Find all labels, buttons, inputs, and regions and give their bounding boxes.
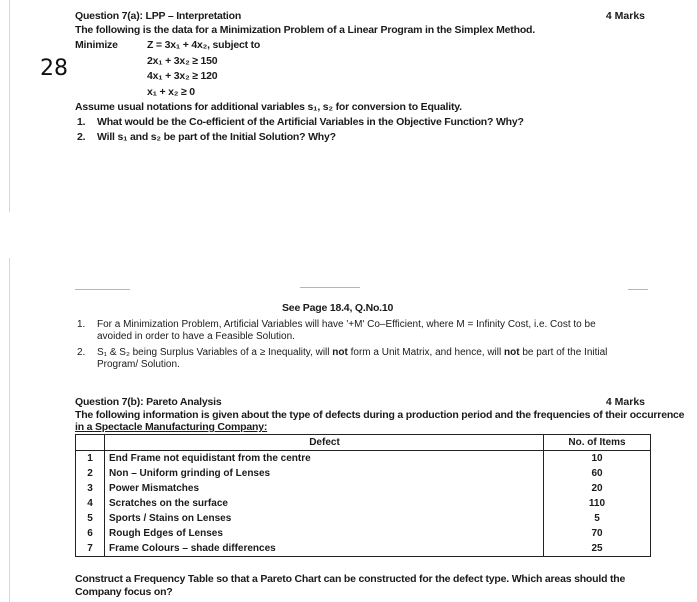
- defect-name: End Frame not equidistant from the centre: [105, 451, 544, 467]
- row-number: 4: [76, 496, 105, 511]
- defect-count: 60: [544, 466, 651, 481]
- see-page-reference: See Page 18.4, Q.No.10: [282, 302, 394, 314]
- page-number: 28: [40, 56, 68, 81]
- q7b-intro: in a Spectacle Manufacturing Company:: [75, 421, 268, 433]
- emphasis-not: not: [504, 347, 520, 358]
- defect-name: Scratches on the surface: [105, 496, 544, 511]
- defect-count: 110: [544, 496, 651, 511]
- answer-number: 2.: [77, 347, 86, 358]
- minimize-label: Minimize: [75, 39, 118, 51]
- objective-function: Z = 3x₁ + 4x₂, subject to: [147, 39, 261, 51]
- answer-text-part: S₁ & S₂ being Surplus Variables of a ≥ Inequality, will: [97, 347, 333, 358]
- separator-rule: [75, 289, 130, 290]
- separator-rule: [628, 289, 648, 290]
- table-row: [76, 451, 651, 467]
- assumption-text: Assume usual notations for additional variables s₁, s₂ for conversion to Equality.: [75, 101, 462, 113]
- defect-name: Rough Edges of Lenses: [105, 526, 544, 541]
- question-number: 1.: [77, 116, 86, 128]
- table-row: [76, 481, 651, 496]
- constraint-3: x₁ + x₂ ≥ 0: [147, 86, 195, 98]
- table-row: [76, 466, 651, 481]
- defect-name: Sports / Stains on Lenses: [105, 511, 544, 526]
- answer-number: 1.: [77, 319, 86, 330]
- table-row: [76, 541, 651, 557]
- defect-name: Non – Uniform grinding of Lenses: [105, 466, 544, 481]
- row-number: 6: [76, 526, 105, 541]
- q7a-intro: The following is the data for a Minimization Problem of a Linear Program in the Simplex Method.: [75, 24, 535, 36]
- header-defect: Defect: [105, 435, 544, 451]
- separator-rule: [300, 287, 360, 288]
- answer-text: avoided in order to have a Feasible Solution.: [97, 331, 295, 342]
- q7b-task: Construct a Frequency Table so that a Pareto Chart can be constructed for the defect type. Which areas should the: [75, 573, 626, 585]
- q7a-marks: 4 Marks: [605, 10, 645, 22]
- defect-count: 70: [544, 526, 651, 541]
- q7b-intro: The following information is given about the type of defects during a production period and the frequencies of their occurrence: [75, 409, 685, 421]
- row-number: 7: [76, 541, 105, 557]
- constraint-2: 4x₁ + 3x₂ ≥ 120: [147, 70, 218, 82]
- answer-text-part: form a Unit Matrix, and hence, will: [347, 347, 504, 358]
- row-number: 1: [76, 451, 105, 467]
- row-number: 3: [76, 481, 105, 496]
- left-margin-line: [9, 258, 10, 602]
- question-text: Will s₁ and s₂ be part of the Initial Solution? Why?: [97, 131, 336, 143]
- defect-name: Frame Colours – shade differences: [105, 541, 544, 557]
- question-number: 2.: [77, 131, 86, 143]
- defect-name: Power Mismatches: [105, 481, 544, 496]
- table-row: [76, 496, 651, 511]
- q7b-title: Question 7(b): Pareto Analysis: [75, 396, 222, 408]
- constraint-1: 2x₁ + 3x₂ ≥ 150: [147, 55, 218, 67]
- table-header-row: [76, 435, 651, 451]
- left-margin-line: [9, 0, 10, 212]
- defect-count: 20: [544, 481, 651, 496]
- defects-table: [75, 434, 651, 557]
- answer-text: Program/ Solution.: [97, 359, 180, 370]
- answer-text: [97, 347, 607, 358]
- defect-count: 5: [544, 511, 651, 526]
- row-number: 5: [76, 511, 105, 526]
- answer-text: For a Minimization Problem, Artificial Variables will have '+M' Co–Efficient, where M = Infinity Cost, i.e. Cost to be: [97, 319, 596, 330]
- question-text: What would be the Co-efficient of the Artificial Variables in the Objective Function? Why?: [97, 116, 524, 128]
- header-count: No. of Items: [544, 435, 651, 451]
- header-cell: [76, 435, 105, 451]
- defect-count: 10: [544, 451, 651, 467]
- table-row: [76, 511, 651, 526]
- row-number: 2: [76, 466, 105, 481]
- table-row: [76, 526, 651, 541]
- emphasis-not: not: [332, 347, 348, 358]
- q7a-title: Question 7(a): LPP – Interpretation: [75, 10, 242, 22]
- defect-count: 25: [544, 541, 651, 557]
- q7b-marks: 4 Marks: [605, 396, 645, 408]
- answer-text-part: be part of the Initial: [519, 347, 608, 358]
- q7b-task: Company focus on?: [75, 586, 173, 598]
